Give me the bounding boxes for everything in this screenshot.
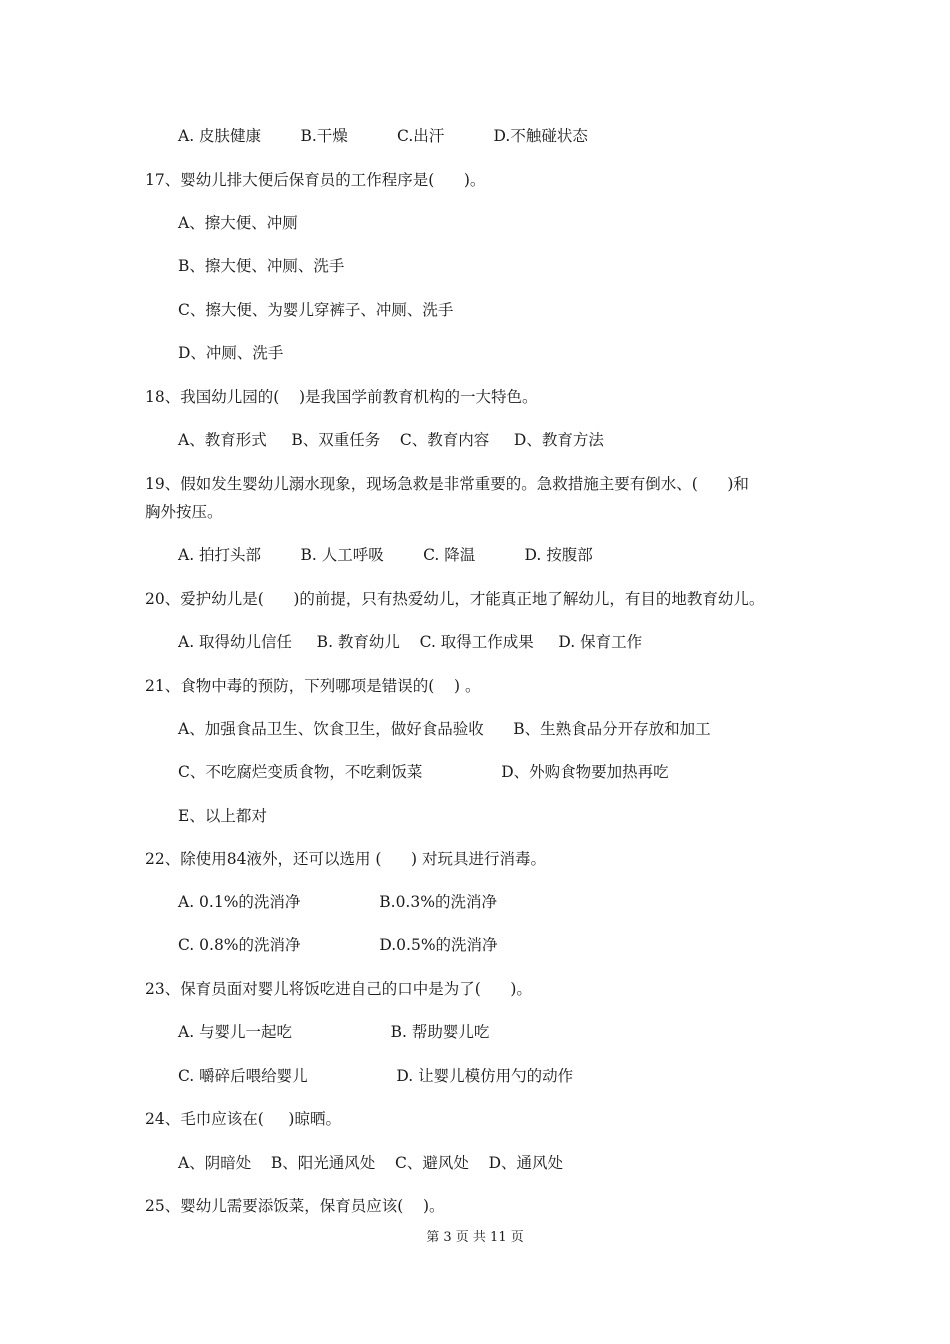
q22-options-cd: C. 0.8%的洗消净 D.0.5%的洗消净 — [178, 936, 498, 954]
q21-options-ab: A、加强食品卫生、饮食卫生，做好食品验收 B、生熟食品分开存放和加工 — [178, 720, 711, 738]
q19-stem-cont: 胸外按压。 — [145, 503, 223, 521]
q18-options: A、教育形式 B、双重任务 C、教育内容 D、教育方法 — [178, 431, 604, 449]
q22-stem: 22、除使用84液外，还可以选用 ( ) 对玩具进行消毒。 — [145, 850, 546, 868]
q22-options-ab: A. 0.1%的洗消净 B.0.3%的洗消净 — [178, 893, 497, 911]
q19-options: A. 拍打头部 B. 人工呼吸 C. 降温 D. 按腹部 — [178, 546, 593, 564]
q24-stem: 24、毛巾应该在( )晾晒。 — [145, 1110, 341, 1128]
q20-options: A. 取得幼儿信任 B. 教育幼儿 C. 取得工作成果 D. 保育工作 — [178, 633, 643, 651]
q21-option-e: E、以上都对 — [178, 807, 267, 825]
q23-options-ab: A. 与婴儿一起吃 B. 帮助婴儿吃 — [178, 1023, 490, 1041]
q20-stem: 20、爱护幼儿是( )的前提，只有热爱幼儿，才能真正地了解幼儿，有目的地教育幼儿。 — [145, 590, 765, 608]
q17-stem: 17、婴幼儿排大便后保育员的工作程序是( )。 — [145, 171, 486, 189]
q21-stem: 21、食物中毒的预防，下列哪项是错误的( ) 。 — [145, 677, 481, 695]
q23-options-cd: C. 嚼碎后喂给婴儿 D. 让婴儿模仿用勺的动作 — [178, 1067, 574, 1085]
page-footer: 第 3 页 共 11 页 — [426, 1230, 524, 1245]
q17-option-a: A、擦大便、冲厕 — [178, 214, 298, 232]
q25-stem: 25、婴幼儿需要添饭菜，保育员应该( )。 — [145, 1197, 445, 1215]
q17-option-c: C、擦大便、为婴儿穿裤子、冲厕、洗手 — [178, 301, 454, 319]
q23-stem: 23、保育员面对婴儿将饭吃进自己的口中是为了( )。 — [145, 980, 532, 998]
q17-option-d: D、冲厕、洗手 — [178, 344, 284, 362]
q21-options-cd: C、不吃腐烂变质食物，不吃剩饭菜 D、外购食物要加热再吃 — [178, 763, 669, 781]
q24-options: A、阴暗处 B、阳光通风处 C、避风处 D、通风处 — [178, 1154, 563, 1172]
q16-options: A. 皮肤健康 B.干燥 C.出汗 D.不触碰状态 — [178, 127, 588, 145]
q17-option-b: B、擦大便、冲厕、洗手 — [178, 257, 345, 275]
q18-stem: 18、我国幼儿园的( )是我国学前教育机构的一大特色。 — [145, 388, 538, 406]
q19-stem: 19、假如发生婴幼儿溺水现象，现场急救是非常重要的。急救措施主要有倒水、( )和 — [145, 475, 749, 493]
